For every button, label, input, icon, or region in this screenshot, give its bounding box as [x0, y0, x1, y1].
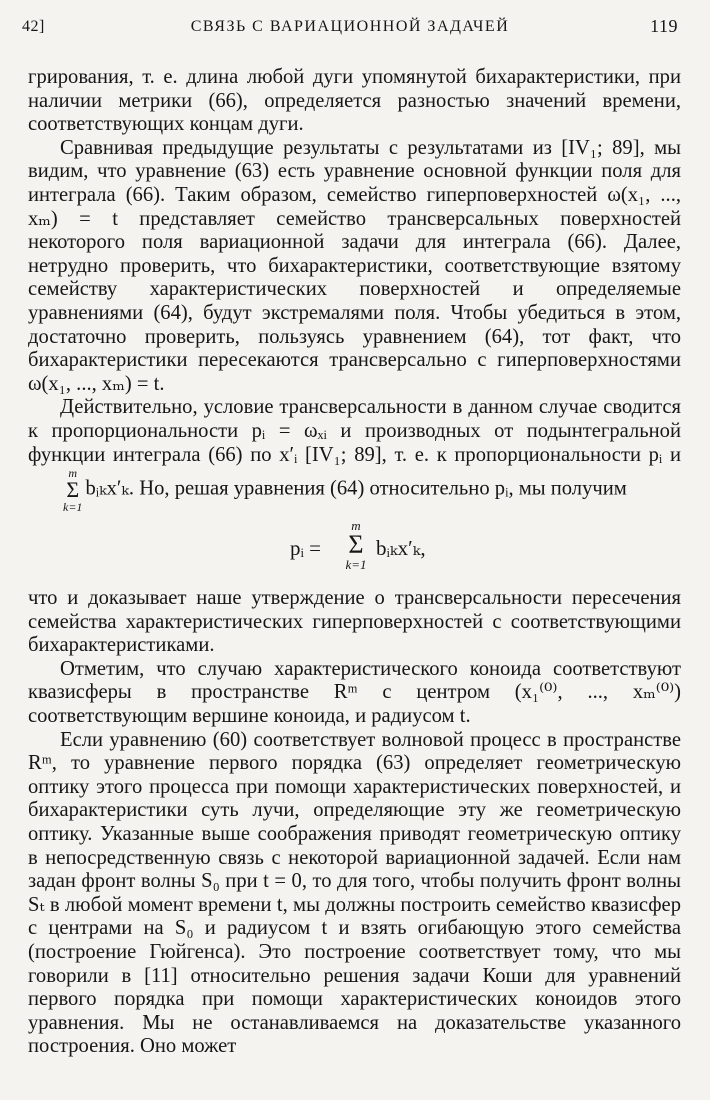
sum-upper-limit: m: [351, 518, 361, 534]
running-header: [22, 16, 678, 42]
paragraph-transversality: [28, 396, 681, 513]
sum-lower-limit: k=1: [345, 557, 367, 573]
inline-sum: [31, 467, 82, 513]
formula-lhs: pᵢ =: [290, 536, 322, 561]
paragraph-comparison: Сравнивая предыдущие результаты с результатами из [IV₁; 89], мы видим, что уравнение (63) есть уравнение основной функции поля для интеграла (66). Таким образом, семейство гиперповерхностей ω(x₁, ..., xₘ) = t представляет семейство трансверсальных поверхностей некоторого поля вариационной задачи для интеграла (66). Далее, нетрудно проверить, что бихарактеристики, соответствующие взятому семейству характеристических поверхностей и определяемые уравнениями (64), будут экстремалями поля. Чтобы убедиться в этом, достаточно проверить, пользуясь уравнением (64), тот факт, что бихарактеристики пересекаются трансверсально с гиперповерхностями ω(x₁, ..., xₘ) = t.: [28, 136, 681, 395]
transversality-text-b: bᵢₖx′ₖ. Но, решая уравнения (64) относительно pᵢ, мы получим: [85, 477, 627, 500]
paragraph-optics: Если уравнению (60) соответствует волновой процесс в пространстве Rᵐ, то уравнение первого порядка (63) определяет геометрическую оптику этого процесса при помощи характеристических поверхностей, и бихарактеристики суть лучи, определяющие эту же геометрическую оптику. Указанные выше соображения приводят геометрическую оптику в непосредственную связь с некоторой вариационной задачей. Если нам задан фронт волны S₀ при t = 0, то для того, чтобы получить фронт волны Sₜ в любой момент времени t, мы должны построить семейство квазисфер с центрами на S₀ и радиусом t и взять огибающую этого семейства (построение Гюйгенса). Это построение соответствует тому, что мы говорили в [11] относительно решения задачи Коши для уравнений первого порядка при помощи характеристических коноидов этого уравнения. Мы не останавливаемся на доказательстве указанного построения. Оно может: [28, 728, 681, 1058]
page-number: 119: [650, 16, 678, 36]
transversality-text-a: Действительно, условие трансверсальности в данном случае сводится к пропорциональности pᵢ = ωₓᵢ и производных от подынтегральной функции интеграла (66) по x′ᵢ [IV₁; 89], т. е. к пропорциональности pᵢ и: [28, 396, 681, 466]
paragraph-conclusion: что и доказывает наше утверждение о трансверсальности пересечения семейства характеристических гиперповерхностей с соответствующими бихарактеристиками.: [28, 587, 681, 657]
formula-rhs: bᵢₖx′ₖ,: [376, 536, 426, 561]
inline-sum-lower-limit: k=1: [63, 500, 83, 515]
paragraph-conoid: Отметим, что случаю характеристического коноида соответствуют квазисферы в пространстве Rᵐ с центром (x₁⁽⁰⁾, ..., xₘ⁽⁰⁾) соответствующим вершине коноида, и радиусом t.: [28, 657, 681, 728]
running-title: СВЯЗЬ С ВАРИАЦИОННОЙ ЗАДАЧЕЙ: [190, 18, 510, 35]
section-number: 42]: [22, 18, 45, 35]
paragraph-continuation: грирования, т. е. длина любой дуги упомянутой бихарактеристики, при наличии метрики (66), определяется разностью значений времени, соответствующих концам дуги.: [28, 66, 681, 136]
display-sum: [341, 519, 371, 571]
inline-sum-upper-limit: m: [68, 466, 78, 481]
display-formula: [28, 519, 681, 583]
sigma-symbol: Σ: [348, 530, 364, 560]
inline-sigma-symbol: Σ: [66, 477, 80, 503]
page-body: [28, 66, 681, 1059]
